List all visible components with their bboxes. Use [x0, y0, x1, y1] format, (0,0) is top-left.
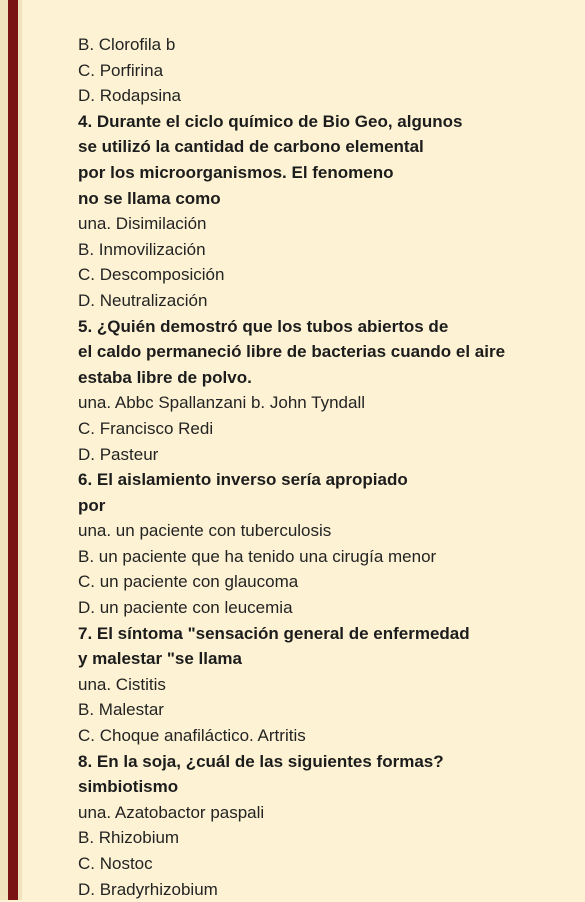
answer-option: C. Descomposición: [78, 265, 225, 285]
question-text-line: simbiotismo: [78, 777, 179, 797]
answer-option: D. un paciente con leucemia: [78, 598, 293, 618]
answer-option: una. Disimilación: [78, 214, 207, 234]
question-text-line: no se llama como: [78, 188, 221, 208]
question-text-line: 8. En la soja, ¿cuál de las siguientes formas?: [78, 751, 444, 771]
answer-option: C. Nostoc: [78, 854, 153, 873]
answer-option: una. Azatobactor paspali: [78, 802, 265, 822]
answer-option: una. Abbc Spallanzani b. John Tyndall: [78, 393, 366, 413]
answer-option: D. Neutralización: [78, 290, 208, 310]
answer-option: D. Pasteur: [78, 444, 159, 464]
question-text-line: estaba libre de polvo.: [78, 367, 252, 387]
left-accent-bar: [8, 0, 18, 900]
answer-option: B. Clorofila b: [78, 35, 176, 54]
answer-option: B. un paciente que ha tenido una cirugía menor: [78, 546, 437, 566]
page-margin-strip: [0, 0, 22, 900]
answer-option: C. Porfirina: [78, 60, 164, 80]
answer-option: B. Rhizobium: [78, 828, 180, 848]
question-text-line: 7. El síntoma "sensación general de enfermedad: [78, 623, 470, 643]
document-body: [78, 32, 568, 902]
question-text-line: y malestar "se llama: [78, 649, 242, 669]
answer-option: una. Cistitis: [78, 674, 166, 694]
answer-option: B. Malestar: [78, 700, 164, 720]
answer-option: una. un paciente con tuberculosis: [78, 521, 332, 541]
answer-option: C. Choque anafiláctico. Artritis: [78, 726, 306, 746]
answer-option: C. un paciente con glaucoma: [78, 572, 299, 592]
question-text-line: 4. Durante el ciclo químico de Bio Geo, algunos: [78, 111, 463, 131]
answer-option: B. Inmovilización: [78, 239, 206, 259]
question-text-line: 5. ¿Quién demostró que los tubos abiertos de: [78, 316, 449, 336]
question-text-line: por los microorganismos. El fenomeno: [78, 162, 394, 182]
answer-option: C. Francisco Redi: [78, 418, 214, 438]
question-text-line: 6. El aislamiento inverso sería apropiado: [78, 470, 408, 490]
question-text-line: por: [78, 495, 106, 515]
question-text-line: se utilizó la cantidad de carbono elemental: [78, 137, 424, 157]
answer-option: D. Rodapsina: [78, 86, 182, 106]
question-text-line: el caldo permaneció libre de bacterias cuando el aire: [78, 342, 506, 362]
answer-option: D. Bradyrhizobium: [78, 879, 218, 899]
